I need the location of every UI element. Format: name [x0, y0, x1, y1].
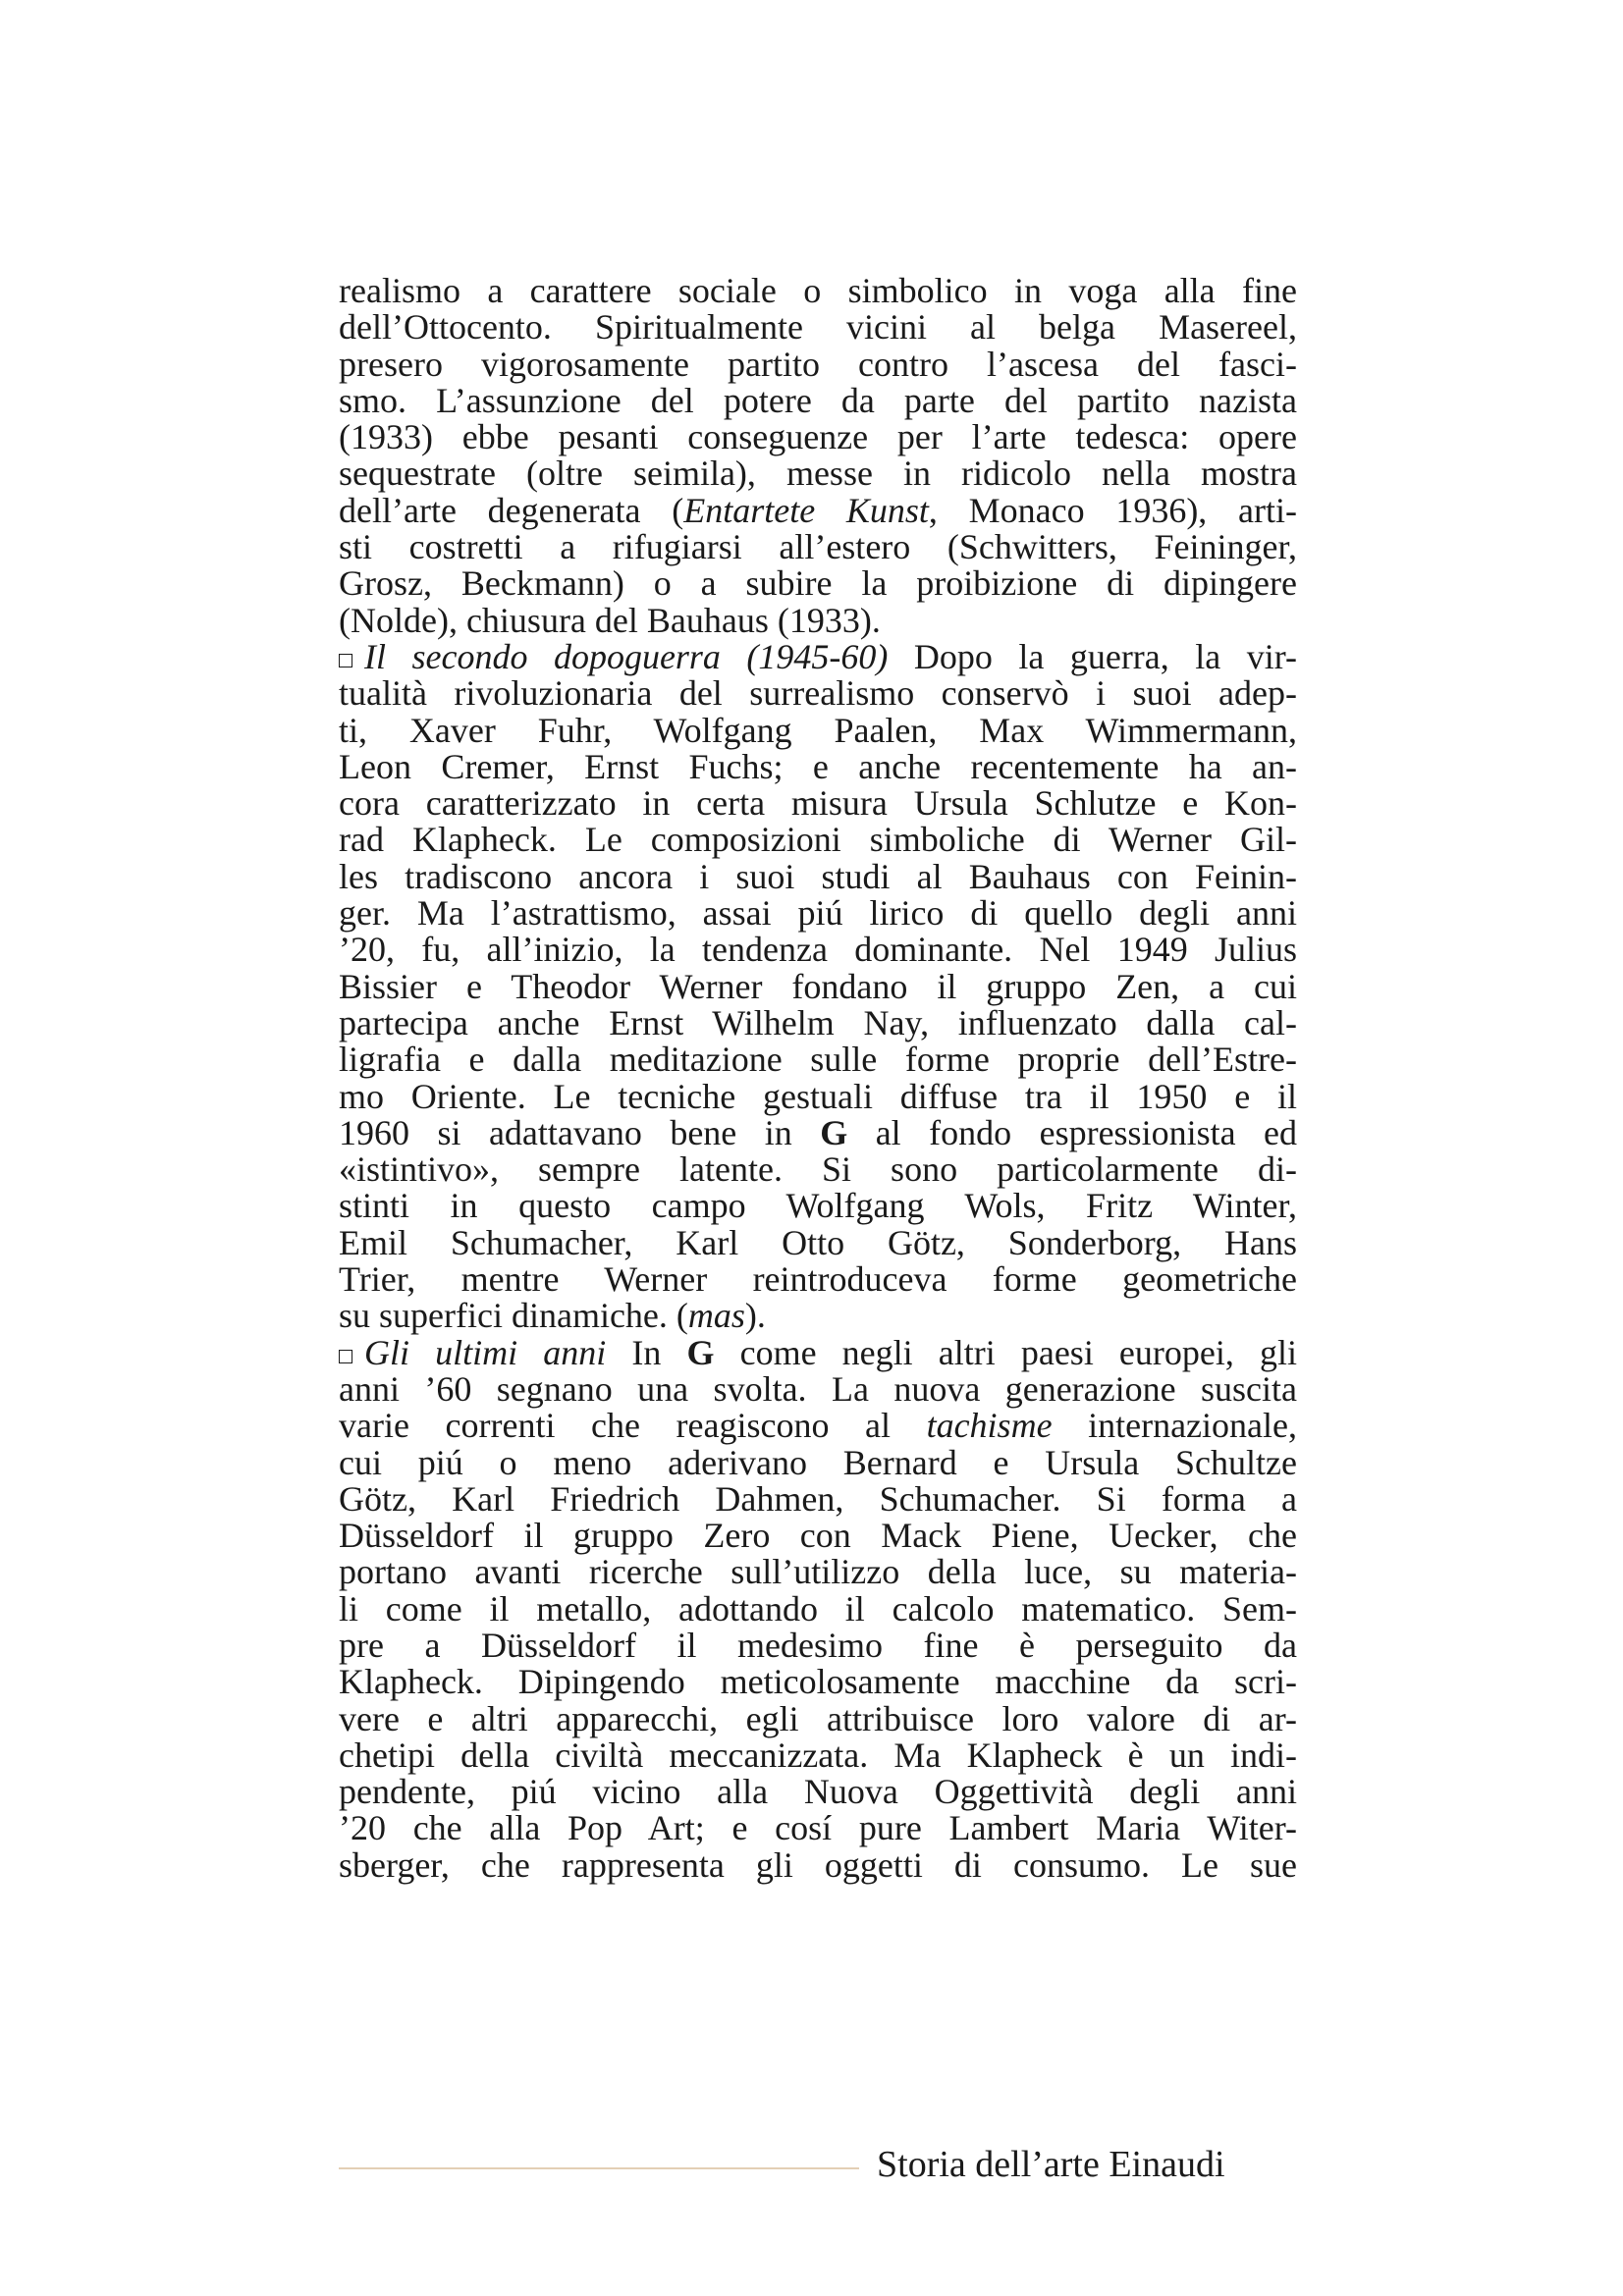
text-line	[339, 856, 1297, 896]
italic-run: Entartete Kunst	[683, 490, 929, 530]
text-run: presero vigorosamente partito contro l’ascesa del fasci-	[339, 344, 1297, 384]
text-line	[339, 822, 1297, 858]
text-run: sti costretti a rifugiarsi all’estero (Schwitters, Feininger,	[339, 527, 1297, 567]
italic-run: tachisme	[926, 1406, 1053, 1446]
text-run: tualità rivoluzionaria del surrealismo conservò i suoi adep-	[339, 673, 1297, 714]
text-run: chetipi della civiltà meccanizzata. Ma Klapheck è un indi-	[339, 1735, 1297, 1775]
text-run: Grosz, Beckmann) o a subire la proibizione di dipingere	[339, 563, 1297, 604]
text-run: , Monaco 1936), arti-	[928, 490, 1297, 530]
text-run: Emil Schumacher, Karl Otto Götz, Sonderborg, Hans	[339, 1222, 1297, 1262]
text-run: vere e altri apparecchi, egli attribuisce loro valore di ar-	[339, 1698, 1297, 1738]
text-line	[339, 1041, 1297, 1078]
text-line	[339, 380, 1297, 420]
italic-run: mas	[687, 1296, 745, 1336]
text-run: «istintivo», sempre latente. Si sono particolarmente di-	[339, 1149, 1297, 1190]
footer-title: Storia dell’arte Einaudi	[877, 2144, 1225, 2185]
text-line	[339, 636, 1297, 676]
text-line	[339, 932, 1297, 968]
text-run: sberger, che rappresenta gli oggetti di consumo. Le sue	[339, 1844, 1297, 1885]
text-line	[339, 1518, 1297, 1554]
text-run: ti, Xaver Fuhr, Wolfgang Paalen, Max Wimmermann,	[339, 710, 1297, 750]
text-run: Leon Cremer, Ernst Fuchs; e anche recentemente ha an-	[339, 746, 1297, 786]
text-run: ).	[744, 1296, 766, 1336]
text-run: pendente, piú vicino alla Nuova Oggettività degli anni	[339, 1772, 1297, 1812]
text-line	[339, 419, 1297, 455]
text-run: Dopo la guerra, la vir-	[888, 636, 1297, 676]
text-run: sequestrate (oltre seimila), messe in ridicolo nella mostra	[339, 454, 1297, 494]
italic-run: Il secondo dopoguerra (1945-60)	[364, 636, 889, 676]
text-line	[339, 1625, 1297, 1665]
text-line	[339, 1810, 1297, 1846]
text-run: 1960 si adattavano bene in	[339, 1112, 821, 1152]
text-run: realismo a carattere sociale o simbolico in voga alla fine	[339, 271, 1297, 310]
text-line	[339, 1737, 1297, 1774]
text-run: (Nolde), chiusura del Bauhaus (1933).	[339, 600, 881, 640]
text-line	[339, 746, 1297, 786]
text-line	[339, 1151, 1297, 1188]
text-line	[339, 455, 1297, 492]
text-run: dell’Ottocento. Spiritualmente vicini al belga Masereel,	[339, 307, 1297, 347]
text-run: mo Oriente. Le tecniche gestuali diffuse tra il 1950 e il	[339, 1076, 1297, 1116]
text-line	[339, 1408, 1297, 1444]
text-line	[339, 1368, 1297, 1409]
text-line	[339, 1664, 1297, 1700]
section-box-icon	[339, 654, 352, 667]
text-line	[339, 1298, 1297, 1334]
text-run: smo. L’assunzione del potere da parte del partito nazista	[339, 380, 1297, 420]
text-line	[339, 1076, 1297, 1116]
body-text	[339, 273, 1297, 1884]
text-line	[339, 490, 1297, 530]
text-line	[339, 1698, 1297, 1738]
text-line	[339, 1222, 1297, 1262]
text-run: les tradiscono ancora i suoi studi al Bauhaus con Feinin-	[339, 856, 1297, 896]
text-run: stinti in questo campo Wolfgang Wols, Fritz Winter,	[339, 1186, 1297, 1226]
text-run: Götz, Karl Friedrich Dahmen, Schumacher. Si forma a	[339, 1478, 1297, 1519]
text-run: Trier, mentre Werner reintroduceva forme geometriche	[339, 1259, 1297, 1300]
text-line	[339, 529, 1297, 565]
text-run: internazionale,	[1052, 1406, 1297, 1446]
text-run: ger. Ma l’astrattismo, assai piú lirico di quello degli anni	[339, 893, 1297, 934]
text-line	[339, 1442, 1297, 1482]
text-run: anni ’60 segnano una svolta. La nuova generazione suscita	[339, 1368, 1297, 1409]
text-run: ligrafia e dalla meditazione sulle forme proprie dell’Estre-	[339, 1040, 1297, 1080]
text-run: Düsseldorf il gruppo Zero con Mack Piene, Uecker, che	[339, 1516, 1297, 1556]
text-run: cui piú o meno aderivano Bernard e Ursula Schultze	[339, 1442, 1297, 1482]
footer-rule	[339, 2167, 859, 2169]
text-line	[339, 1774, 1297, 1810]
text-run: partecipa anche Ernst Wilhelm Nay, influenzato dalla cal-	[339, 1002, 1297, 1042]
text-line	[339, 565, 1297, 602]
text-line	[339, 1844, 1297, 1885]
text-run: Klapheck. Dipingendo meticolosamente macchine da scri-	[339, 1662, 1297, 1702]
text-run: dell’arte degenerata (	[339, 490, 684, 530]
text-line	[339, 1332, 1297, 1372]
bold-run: G	[820, 1112, 848, 1152]
text-line	[339, 1588, 1297, 1629]
text-line	[339, 895, 1297, 932]
italic-run: Gli ultimi anni	[364, 1332, 607, 1372]
text-run: pre a Düsseldorf il medesimo fine è perseguito da	[339, 1625, 1297, 1665]
text-line	[339, 1112, 1298, 1152]
text-line	[339, 1002, 1297, 1042]
bold-run: G	[686, 1332, 715, 1372]
text-line	[339, 1478, 1297, 1519]
text-run: ’20 che alla Pop Art; e cosí pure Lambert Maria Witer-	[339, 1808, 1297, 1848]
section-box-icon	[339, 1350, 352, 1363]
text-line	[339, 273, 1297, 309]
text-run: li come il metallo, adottando il calcolo matematico. Sem-	[339, 1588, 1297, 1629]
text-run: varie correnti che reagiscono al	[339, 1406, 927, 1446]
text-line	[339, 344, 1297, 384]
text-line	[339, 966, 1297, 1006]
text-line	[339, 1261, 1297, 1298]
text-run: In	[606, 1332, 687, 1372]
text-run: portano avanti ricerche sull’utilizzo della luce, su materia-	[339, 1552, 1297, 1592]
text-run: cora caratterizzato in certa misura Ursula Schlutze e Kon-	[339, 783, 1297, 824]
text-run: ’20, fu, all’inizio, la tendenza dominante. Nel 1949 Julius	[339, 930, 1297, 970]
text-line	[339, 1554, 1297, 1590]
text-run: come negli altri paesi europei, gli	[714, 1332, 1297, 1372]
text-line	[339, 309, 1297, 346]
text-run: rad Klapheck. Le composizioni simboliche di Werner Gil-	[339, 820, 1297, 860]
text-run: al fondo espressionista ed	[847, 1112, 1298, 1152]
text-run: Bissier e Theodor Werner fondano il gruppo Zen, a cui	[339, 966, 1297, 1006]
text-line	[339, 1188, 1297, 1224]
text-line	[339, 785, 1297, 822]
text-line	[339, 675, 1297, 712]
text-line	[339, 710, 1297, 750]
text-run: (1933) ebbe pesanti conseguenze per l’arte tedesca: opere	[339, 417, 1297, 457]
text-run: su superfici dinamiche. (	[339, 1296, 688, 1336]
text-line	[339, 600, 1297, 640]
